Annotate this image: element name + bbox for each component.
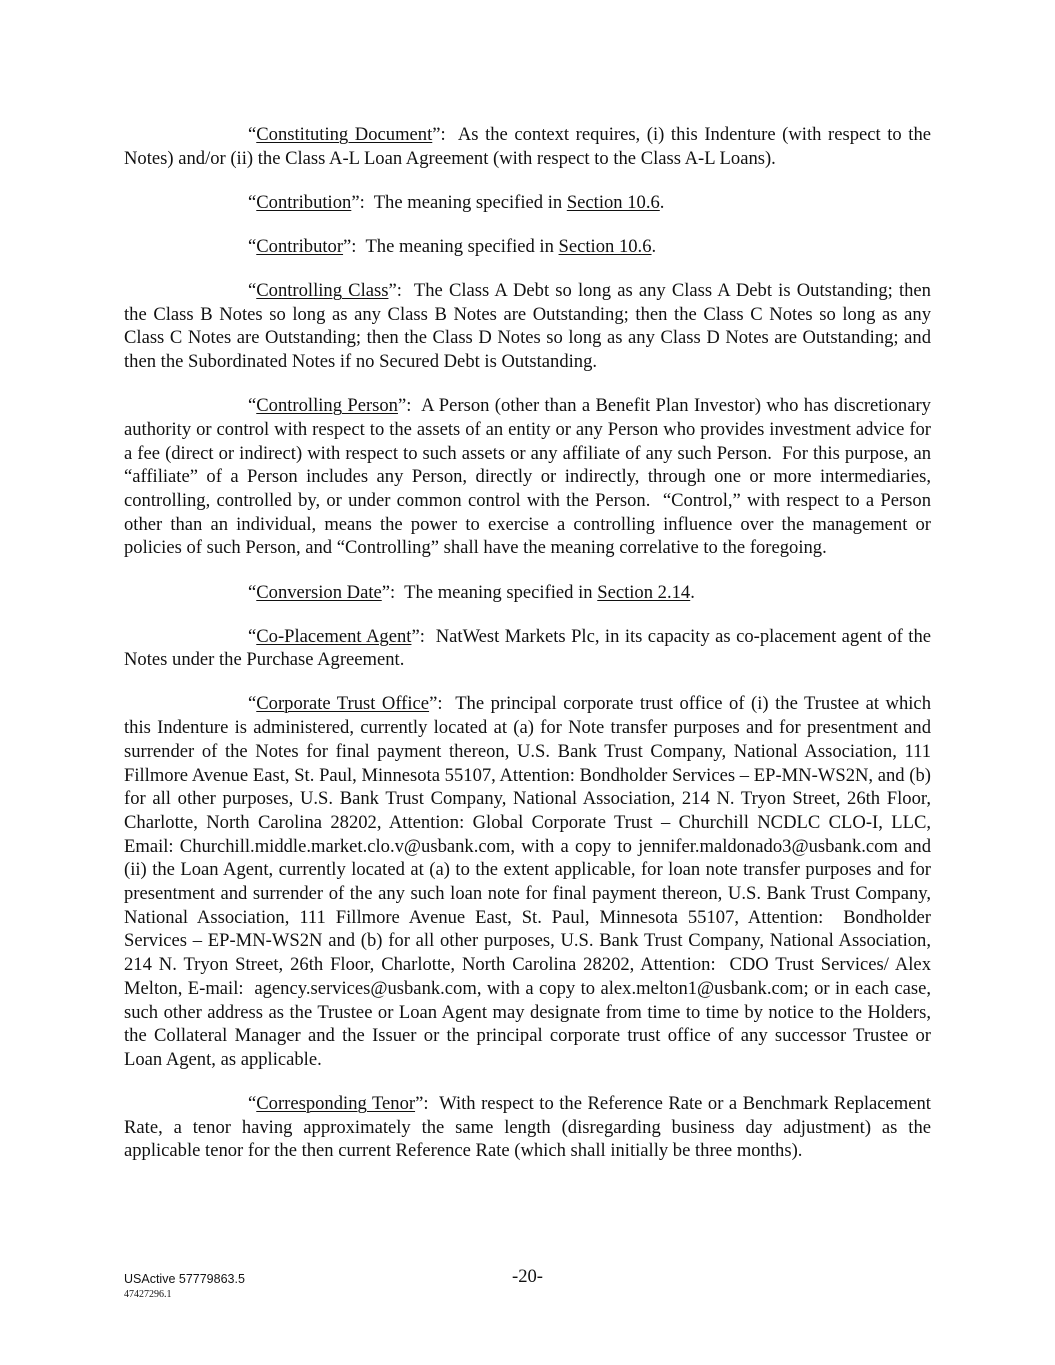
open-quote: “ [248,1093,257,1115]
defined-term: Contribution [256,191,352,213]
definition-paragraph [124,625,936,672]
definition-text: The meaning specified in [373,191,567,213]
definition-text: . [651,235,657,257]
definitions-body [124,123,936,1184]
definition-paragraph [124,191,931,215]
open-quote: “ [248,625,257,647]
close-quote: ”: [381,581,405,603]
definition-paragraph [124,235,931,259]
definition-text: The meaning specified in [404,581,598,603]
definition-text: NatWest Markets Plc, in its capacity as co-placement agent of the Notes under the Purchase Agreement. [124,625,936,671]
open-quote: “ [248,279,257,301]
footer-doc-id: USActive 57779863.5 [124,1272,245,1286]
definition-text: The Class A Debt so long as any Class A Debt is Outstanding; then the Class B Notes so long as any Class B Notes are Outstanding; then the Class C Notes so long as any Class C Notes are Outstanding; then the Class D Notes so long as any Class D Notes are Outstanding; and then the Subordinated Notes if no Secured Debt is Outstanding. [124,279,936,373]
definition-paragraph [124,123,936,170]
definition-text: The meaning specified in [365,235,559,257]
defined-term: Co-Placement Agent [256,625,412,647]
defined-term: Conversion Date [256,581,382,603]
close-quote: ”: [429,693,456,715]
definition-paragraph [124,279,936,374]
footer-doc-id-secondary: 47427296.1 [124,1289,172,1300]
close-quote: ”: [415,1093,440,1115]
section-reference: Section 10.6 [566,191,660,213]
defined-term: Controlling Person [256,395,398,417]
definition-text: A Person (other than a Benefit Plan Investor) who has discretionary authority or control with respect to the assets of an entity or any Person who provides investment advice for a fee (direct or indirect) with respect to such assets or any affiliate of any such Person. For this purpose, an “affiliate” of a Person includes any Person, directly or indirectly, through one or more intermediaries, controlling, controlled by, or under common control with the Person. “Control,” with respect to a Person other than an individual, means the power to exercise a controlling influence over the management or policies of such Person, and “Controlling” shall have the meaning correlative to the foregoing. [124,395,936,559]
defined-term: Controlling Class [256,279,389,301]
close-quote: ”: [343,235,366,257]
open-quote: “ [248,693,257,715]
defined-term: Corresponding Tenor [256,1093,416,1115]
definition-paragraph [124,692,936,1071]
defined-term: Constituting Document [256,124,433,145]
definition-text: . [690,581,695,603]
definition-text: With respect to the Reference Rate or a Benchmark Replacement Rate, a tenor having approximately the same length (disregarding business day adjustment) as the applicable tenor for the then current Reference Rate (which shall initially be three months). [124,1093,936,1162]
open-quote: “ [248,395,257,417]
defined-term: Corporate Trust Office [256,693,430,715]
open-quote: “ [248,235,257,257]
definition-paragraph [124,581,931,605]
section-reference: Section 10.6 [558,235,652,257]
open-quote: “ [248,124,257,145]
close-quote: ”: [411,625,436,647]
definition-text: The principal corporate trust office of (i) the Trustee at which this Indenture is administered, currently located at (a) for Note transfer purposes and for presentment and surrender of the Notes for final payment thereon, U.S. Bank Trust Company, National Association, 111 Fillmore Avenue East, St. Paul, Minnesota 55107, Attention: Bondholder Services – EP-MN-WS2N, and (b) for all other purposes, U.S. Bank Trust Company, National Association, 214 N. Tryon Street, 26th Floor, Charlotte, North Carolina 28202, Attention: Global Corporate Trust – Churchill NCDLC CLO-I, LLC, Email: Churchill.middle.market.clo.v@usbank.com, with a copy to jennifer.maldonado3@usbank.com and (ii) the Loan Agent, currently located at (a) to the extent applicable, for loan note transfer purposes and for presentment and surrender of the any such loan note for final payment thereon, U.S. Bank Trust Company, National Association, 111 Fillmore Avenue East, St. Paul, Minnesota 55107, Attention: Bondholder Services – EP-MN-WS2N and (b) for all other purposes, U.S. Bank Trust Company, National Association, 214 N. Tryon Street, 26th Floor, Charlotte, North Carolina 28202, Attention: CDO Trust Services/ Alex Melton, E-mail: agency.services@usbank.com, with a copy to alex.melton1@usbank.com; or in each case, such other address as the Trustee or Loan Agent may designate from time to time by notice to the Holders, the Collateral Manager and the Issuer or the principal corporate trust office of any successor Trustee or Loan Agent, as applicable. [124,693,936,1070]
section-reference: Section 2.14 [597,581,691,603]
close-quote: ”: [388,279,414,301]
close-quote: ”: [432,124,458,145]
page-number: -20- [512,1266,543,1287]
close-quote: ”: [351,191,374,213]
definition-text: . [659,191,665,213]
open-quote: “ [248,191,257,213]
definition-paragraph [124,394,936,560]
defined-term: Contributor [256,235,344,257]
definition-text: As the context requires, (i) this Indenture (with respect to the Notes) and/or (ii) the Class A-L Loan Agreement (with respect to the Class A-L Loans). [124,124,936,169]
definition-paragraph [124,1092,936,1163]
close-quote: ”: [397,395,422,417]
open-quote: “ [248,581,257,603]
